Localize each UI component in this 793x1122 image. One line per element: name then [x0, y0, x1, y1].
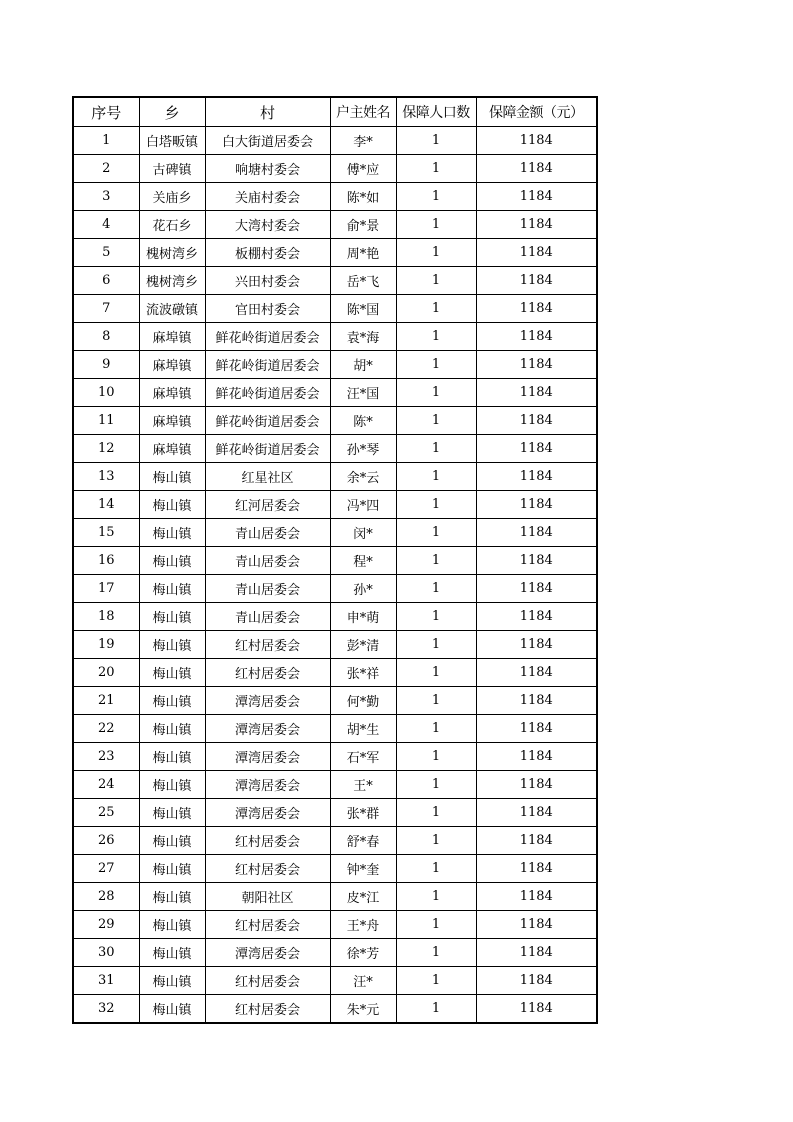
table-row [73, 631, 597, 659]
cell-village: 红河居委会 [205, 491, 330, 519]
cell-township: 梅山镇 [139, 743, 205, 771]
cell-serial: 14 [73, 491, 139, 519]
relief-table [72, 96, 598, 1024]
table-row [73, 827, 597, 855]
cell-township: 关庙乡 [139, 183, 205, 211]
cell-village: 潭湾居委会 [205, 743, 330, 771]
cell-serial: 29 [73, 911, 139, 939]
cell-population: 1 [396, 267, 476, 295]
cell-village: 青山居委会 [205, 575, 330, 603]
cell-township: 梅山镇 [139, 631, 205, 659]
cell-township: 梅山镇 [139, 519, 205, 547]
cell-village: 潭湾居委会 [205, 715, 330, 743]
cell-householder: 申*萌 [330, 603, 396, 631]
cell-village: 红村居委会 [205, 911, 330, 939]
cell-serial: 31 [73, 967, 139, 995]
cell-amount: 1184 [476, 967, 597, 995]
cell-serial: 20 [73, 659, 139, 687]
cell-population: 1 [396, 239, 476, 267]
cell-householder: 胡* [330, 351, 396, 379]
cell-amount: 1184 [476, 155, 597, 183]
table-row [73, 575, 597, 603]
cell-serial: 15 [73, 519, 139, 547]
table-row [73, 911, 597, 939]
cell-householder: 周*艳 [330, 239, 396, 267]
table-row [73, 491, 597, 519]
table-header-row [73, 97, 597, 127]
cell-amount: 1184 [476, 995, 597, 1024]
table-row [73, 239, 597, 267]
cell-amount: 1184 [476, 939, 597, 967]
cell-amount: 1184 [476, 603, 597, 631]
cell-population: 1 [396, 687, 476, 715]
cell-population: 1 [396, 715, 476, 743]
cell-serial: 8 [73, 323, 139, 351]
cell-householder: 汪*国 [330, 379, 396, 407]
cell-township: 梅山镇 [139, 491, 205, 519]
cell-township: 梅山镇 [139, 687, 205, 715]
cell-serial: 12 [73, 435, 139, 463]
cell-amount: 1184 [476, 379, 597, 407]
cell-householder: 俞*景 [330, 211, 396, 239]
cell-serial: 13 [73, 463, 139, 491]
cell-township: 流波礅镇 [139, 295, 205, 323]
table-row [73, 155, 597, 183]
cell-householder: 余*云 [330, 463, 396, 491]
cell-serial: 5 [73, 239, 139, 267]
table-row [73, 267, 597, 295]
cell-population: 1 [396, 435, 476, 463]
cell-householder: 徐*芳 [330, 939, 396, 967]
cell-amount: 1184 [476, 911, 597, 939]
cell-township: 槐树湾乡 [139, 267, 205, 295]
cell-population: 1 [396, 799, 476, 827]
cell-village: 响塘村委会 [205, 155, 330, 183]
cell-township: 梅山镇 [139, 547, 205, 575]
cell-serial: 4 [73, 211, 139, 239]
cell-population: 1 [396, 771, 476, 799]
cell-township: 梅山镇 [139, 855, 205, 883]
cell-amount: 1184 [476, 687, 597, 715]
table-row [73, 351, 597, 379]
cell-householder: 朱*元 [330, 995, 396, 1024]
cell-serial: 18 [73, 603, 139, 631]
table-row [73, 855, 597, 883]
cell-township: 梅山镇 [139, 911, 205, 939]
cell-amount: 1184 [476, 127, 597, 155]
cell-serial: 9 [73, 351, 139, 379]
cell-serial: 2 [73, 155, 139, 183]
cell-amount: 1184 [476, 295, 597, 323]
cell-village: 鲜花岭街道居委会 [205, 351, 330, 379]
cell-population: 1 [396, 519, 476, 547]
cell-population: 1 [396, 323, 476, 351]
cell-village: 红村居委会 [205, 995, 330, 1024]
cell-township: 麻埠镇 [139, 351, 205, 379]
header-householder: 户主姓名 [330, 97, 396, 127]
header-amount: 保障金额（元） [476, 97, 597, 127]
cell-amount: 1184 [476, 435, 597, 463]
table-row [73, 883, 597, 911]
cell-serial: 27 [73, 855, 139, 883]
cell-population: 1 [396, 407, 476, 435]
table-row [73, 687, 597, 715]
table-row [73, 435, 597, 463]
cell-village: 鲜花岭街道居委会 [205, 323, 330, 351]
table-row [73, 743, 597, 771]
cell-householder: 李* [330, 127, 396, 155]
table-row [73, 379, 597, 407]
cell-amount: 1184 [476, 799, 597, 827]
cell-householder: 孙*琴 [330, 435, 396, 463]
cell-population: 1 [396, 463, 476, 491]
cell-population: 1 [396, 155, 476, 183]
cell-amount: 1184 [476, 855, 597, 883]
cell-township: 花石乡 [139, 211, 205, 239]
cell-village: 红村居委会 [205, 827, 330, 855]
cell-serial: 23 [73, 743, 139, 771]
cell-village: 潭湾居委会 [205, 771, 330, 799]
cell-serial: 1 [73, 127, 139, 155]
table-row [73, 407, 597, 435]
cell-village: 鲜花岭街道居委会 [205, 435, 330, 463]
cell-amount: 1184 [476, 771, 597, 799]
table-row [73, 547, 597, 575]
cell-population: 1 [396, 491, 476, 519]
cell-amount: 1184 [476, 407, 597, 435]
table-row [73, 967, 597, 995]
cell-village: 潭湾居委会 [205, 687, 330, 715]
cell-serial: 24 [73, 771, 139, 799]
cell-village: 红村居委会 [205, 967, 330, 995]
cell-householder: 王*舟 [330, 911, 396, 939]
table-row [73, 295, 597, 323]
cell-township: 梅山镇 [139, 603, 205, 631]
cell-township: 梅山镇 [139, 883, 205, 911]
cell-amount: 1184 [476, 183, 597, 211]
cell-village: 大湾村委会 [205, 211, 330, 239]
cell-township: 白塔畈镇 [139, 127, 205, 155]
cell-householder: 张*群 [330, 799, 396, 827]
cell-householder: 陈*国 [330, 295, 396, 323]
cell-householder: 孙* [330, 575, 396, 603]
cell-householder: 舒*春 [330, 827, 396, 855]
cell-serial: 11 [73, 407, 139, 435]
cell-township: 梅山镇 [139, 799, 205, 827]
cell-population: 1 [396, 211, 476, 239]
table-body [73, 127, 597, 1024]
table-row [73, 799, 597, 827]
cell-village: 红村居委会 [205, 855, 330, 883]
cell-township: 麻埠镇 [139, 435, 205, 463]
cell-amount: 1184 [476, 211, 597, 239]
cell-township: 梅山镇 [139, 939, 205, 967]
cell-village: 红星社区 [205, 463, 330, 491]
cell-householder: 陈* [330, 407, 396, 435]
cell-amount: 1184 [476, 659, 597, 687]
table-row [73, 323, 597, 351]
header-township: 乡 [139, 97, 205, 127]
cell-population: 1 [396, 827, 476, 855]
cell-population: 1 [396, 603, 476, 631]
cell-village: 板棚村委会 [205, 239, 330, 267]
cell-householder: 何*勤 [330, 687, 396, 715]
cell-population: 1 [396, 183, 476, 211]
cell-amount: 1184 [476, 883, 597, 911]
cell-serial: 17 [73, 575, 139, 603]
cell-population: 1 [396, 631, 476, 659]
cell-population: 1 [396, 883, 476, 911]
cell-population: 1 [396, 743, 476, 771]
cell-householder: 彭*清 [330, 631, 396, 659]
cell-serial: 32 [73, 995, 139, 1024]
cell-township: 槐树湾乡 [139, 239, 205, 267]
cell-amount: 1184 [476, 519, 597, 547]
cell-serial: 21 [73, 687, 139, 715]
cell-amount: 1184 [476, 351, 597, 379]
cell-village: 青山居委会 [205, 547, 330, 575]
cell-householder: 闵* [330, 519, 396, 547]
cell-village: 关庙村委会 [205, 183, 330, 211]
cell-serial: 26 [73, 827, 139, 855]
cell-householder: 胡*生 [330, 715, 396, 743]
table-row [73, 519, 597, 547]
cell-amount: 1184 [476, 323, 597, 351]
cell-serial: 3 [73, 183, 139, 211]
document-sheet [72, 96, 598, 1024]
cell-amount: 1184 [476, 631, 597, 659]
cell-householder: 钟*奎 [330, 855, 396, 883]
cell-village: 潭湾居委会 [205, 939, 330, 967]
cell-amount: 1184 [476, 267, 597, 295]
cell-householder: 袁*海 [330, 323, 396, 351]
cell-householder: 王* [330, 771, 396, 799]
cell-householder: 石*军 [330, 743, 396, 771]
table-row [73, 127, 597, 155]
cell-householder: 岳*飞 [330, 267, 396, 295]
cell-population: 1 [396, 575, 476, 603]
cell-amount: 1184 [476, 743, 597, 771]
cell-amount: 1184 [476, 827, 597, 855]
cell-township: 梅山镇 [139, 463, 205, 491]
header-serial: 序号 [73, 97, 139, 127]
header-population: 保障人口数 [396, 97, 476, 127]
cell-population: 1 [396, 547, 476, 575]
cell-township: 麻埠镇 [139, 407, 205, 435]
cell-village: 官田村委会 [205, 295, 330, 323]
cell-serial: 19 [73, 631, 139, 659]
header-village: 村 [205, 97, 330, 127]
cell-population: 1 [396, 939, 476, 967]
cell-village: 红村居委会 [205, 659, 330, 687]
cell-population: 1 [396, 995, 476, 1024]
cell-township: 梅山镇 [139, 715, 205, 743]
cell-serial: 28 [73, 883, 139, 911]
cell-township: 梅山镇 [139, 827, 205, 855]
cell-serial: 25 [73, 799, 139, 827]
cell-village: 鲜花岭街道居委会 [205, 407, 330, 435]
cell-township: 梅山镇 [139, 575, 205, 603]
cell-township: 梅山镇 [139, 995, 205, 1024]
cell-population: 1 [396, 855, 476, 883]
cell-population: 1 [396, 659, 476, 687]
cell-householder: 张*祥 [330, 659, 396, 687]
cell-village: 青山居委会 [205, 603, 330, 631]
cell-township: 梅山镇 [139, 659, 205, 687]
cell-population: 1 [396, 911, 476, 939]
cell-township: 古碑镇 [139, 155, 205, 183]
cell-population: 1 [396, 967, 476, 995]
table-row [73, 939, 597, 967]
table-row [73, 771, 597, 799]
cell-serial: 16 [73, 547, 139, 575]
table-row [73, 995, 597, 1024]
cell-serial: 10 [73, 379, 139, 407]
cell-township: 麻埠镇 [139, 379, 205, 407]
cell-village: 潭湾居委会 [205, 799, 330, 827]
cell-serial: 6 [73, 267, 139, 295]
cell-householder: 皮*江 [330, 883, 396, 911]
cell-householder: 陈*如 [330, 183, 396, 211]
cell-population: 1 [396, 295, 476, 323]
cell-village: 朝阳社区 [205, 883, 330, 911]
table-row [73, 659, 597, 687]
cell-amount: 1184 [476, 715, 597, 743]
cell-amount: 1184 [476, 463, 597, 491]
cell-village: 兴田村委会 [205, 267, 330, 295]
cell-village: 青山居委会 [205, 519, 330, 547]
cell-population: 1 [396, 379, 476, 407]
cell-village: 鲜花岭街道居委会 [205, 379, 330, 407]
table-row [73, 715, 597, 743]
cell-population: 1 [396, 127, 476, 155]
cell-township: 麻埠镇 [139, 323, 205, 351]
cell-amount: 1184 [476, 575, 597, 603]
cell-householder: 程* [330, 547, 396, 575]
table-row [73, 603, 597, 631]
cell-amount: 1184 [476, 547, 597, 575]
cell-township: 梅山镇 [139, 967, 205, 995]
cell-village: 白大街道居委会 [205, 127, 330, 155]
table-row [73, 211, 597, 239]
cell-village: 红村居委会 [205, 631, 330, 659]
table-row [73, 463, 597, 491]
cell-amount: 1184 [476, 239, 597, 267]
cell-population: 1 [396, 351, 476, 379]
cell-householder: 冯*四 [330, 491, 396, 519]
cell-amount: 1184 [476, 491, 597, 519]
table-row [73, 183, 597, 211]
cell-serial: 7 [73, 295, 139, 323]
cell-serial: 30 [73, 939, 139, 967]
cell-householder: 汪* [330, 967, 396, 995]
cell-serial: 22 [73, 715, 139, 743]
cell-township: 梅山镇 [139, 771, 205, 799]
cell-householder: 傅*应 [330, 155, 396, 183]
